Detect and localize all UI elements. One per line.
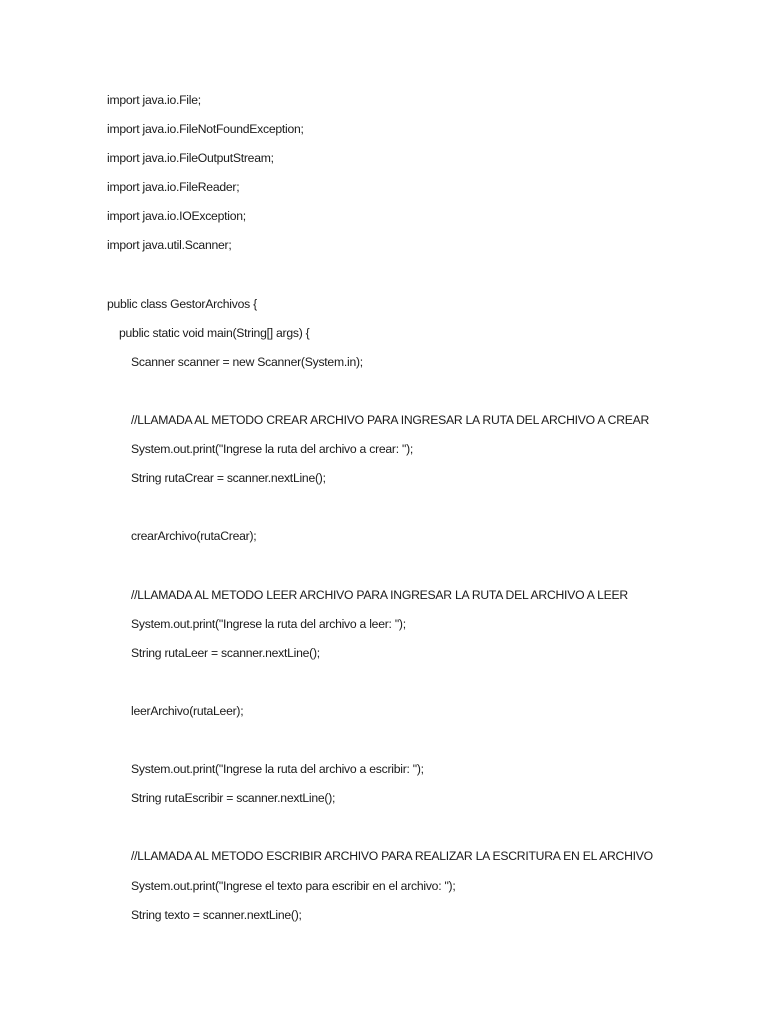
code-line: import java.io.FileReader; <box>107 180 240 195</box>
code-line: import java.util.Scanner; <box>107 238 232 253</box>
blank-line <box>107 497 747 526</box>
code-line: leerArchivo(rutaLeer); <box>131 703 244 718</box>
code-line: String rutaCrear = scanner.nextLine(); <box>131 471 326 486</box>
code-line: public class GestorArchivos { <box>107 296 257 311</box>
code-line: Scanner scanner = new Scanner(System.in); <box>131 354 363 369</box>
code-line: import java.io.IOException; <box>107 209 246 224</box>
blank-line <box>107 672 747 701</box>
code-line: public static void main(String[] args) { <box>119 325 310 340</box>
code-line: System.out.print("Ingrese la ruta del archivo a leer: "); <box>131 616 406 631</box>
blank-line <box>107 265 747 294</box>
code-line: import java.io.FileNotFoundException; <box>107 122 304 137</box>
code-block <box>107 90 747 934</box>
blank-line <box>107 556 747 585</box>
code-line: import java.io.File; <box>107 93 201 107</box>
code-line: String rutaLeer = scanner.nextLine(); <box>131 645 320 660</box>
code-line: String texto = scanner.nextLine(); <box>131 907 302 922</box>
blank-line <box>107 730 747 759</box>
code-line: crearArchivo(rutaCrear); <box>131 529 257 544</box>
code-line: System.out.print("Ingrese la ruta del archivo a crear: "); <box>131 442 414 457</box>
code-line: System.out.print("Ingrese la ruta del archivo a escribir: "); <box>131 762 424 777</box>
code-line: String rutaEscribir = scanner.nextLine(); <box>131 791 336 806</box>
code-line: import java.io.FileOutputStream; <box>107 151 274 166</box>
blank-line <box>107 381 747 410</box>
code-comment: //LLAMADA AL METODO LEER ARCHIVO PARA INGRESAR LA RUTA DEL ARCHIVO A LEER <box>131 587 628 602</box>
blank-line <box>107 817 747 846</box>
code-comment: //LLAMADA AL METODO CREAR ARCHIVO PARA INGRESAR LA RUTA DEL ARCHIVO A CREAR <box>131 413 650 428</box>
code-comment: //LLAMADA AL METODO ESCRIBIR ARCHIVO PARA REALIZAR LA ESCRITURA EN EL ARCHIVO <box>131 849 653 864</box>
code-line: System.out.print("Ingrese el texto para escribir en el archivo: "); <box>131 878 456 893</box>
